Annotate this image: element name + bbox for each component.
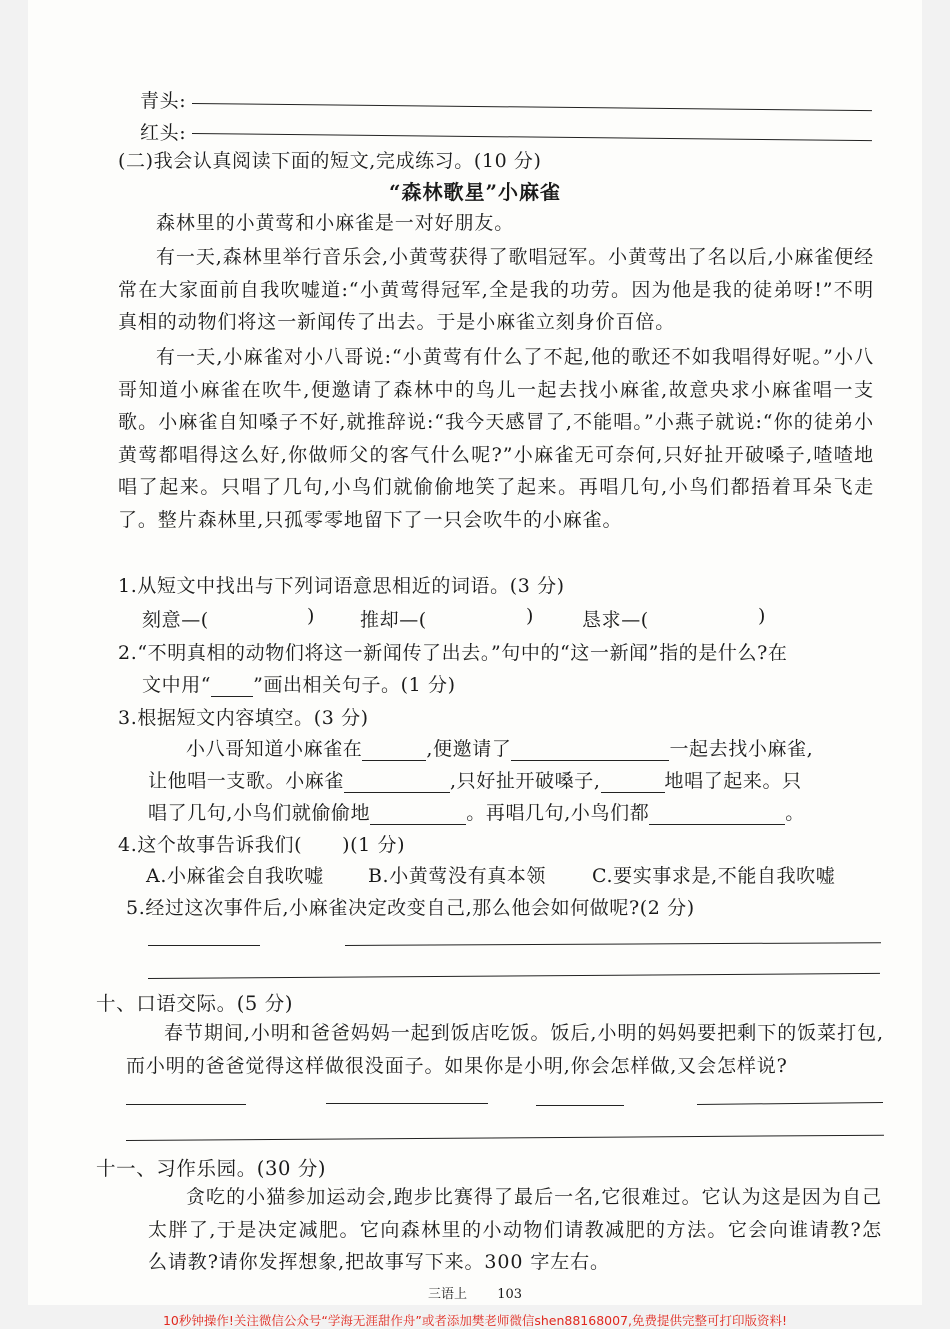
q3-blank-5[interactable] — [370, 804, 466, 825]
q2-line2 — [142, 670, 456, 697]
q1-item-close: ) — [307, 605, 316, 627]
q1-text: 1.从短文中找出与下列词语意思相近的词语。(3 分) — [118, 575, 565, 597]
q2-line2-b: ”画出相关句子。(1 分) — [253, 674, 456, 696]
q1-item-tuique: 推却—( — [360, 609, 427, 631]
q4-question: 4.这个故事告诉我们( — [118, 834, 303, 856]
q3-segment: ,便邀请了 — [426, 738, 512, 760]
q4-option-a[interactable]: A.小麻雀会自我吹嘘 — [146, 865, 324, 887]
promo-banner: 10秒钟操作!关注微信公众号“学海无涯甜作舟”或者添加樊老师微信shen88168007,免费提供完整可打印版资料! — [162, 1313, 788, 1328]
q1-item-keyi: 刻意—( — [142, 609, 209, 631]
q3-blank-3[interactable] — [344, 772, 450, 793]
q3-blank-1[interactable] — [362, 740, 426, 761]
qingtou-label: 青头: — [140, 90, 187, 112]
q3-segment: 。再唱几句,小鸟们都 — [466, 802, 650, 824]
q1-item-close: ) — [758, 605, 767, 627]
q4-score: )(1 分) — [342, 834, 406, 856]
q3-row2 — [148, 766, 802, 793]
q3-blank-2[interactable] — [511, 740, 669, 761]
q3-segment: 让他唱一支歌。小麻雀 — [148, 770, 345, 792]
q3-segment: 。 — [785, 802, 805, 824]
q1-item-kenqiu: 恳求—( — [582, 609, 649, 631]
q3-segment: ,只好扯开破嗓子, — [450, 770, 601, 792]
q2-underline-sample — [211, 676, 253, 697]
q4-text — [118, 830, 405, 857]
grade-label: 三语上 — [427, 1287, 467, 1302]
oral-answer-line[interactable] — [126, 1104, 246, 1105]
q2-line2-a: 文中用“ — [142, 674, 212, 696]
q3-blank-6[interactable] — [649, 804, 785, 825]
story-title: “森林歌星”小麻雀 — [388, 180, 561, 204]
section2-heading: (二)我会认真阅读下面的短文,完成练习。(10 分) — [118, 150, 542, 172]
q3-blank-4[interactable] — [601, 772, 665, 793]
section11-body: 贪吃的小猫参加运动会,跑步比赛得了最后一名,它很难过。它认为这是因为自己太胖了,于是决定减肥。它向森林里的小动物们请教减肥的方法。它会向谁请教?怎么请教?请你发挥想象,把故事写下来。300 字左右。 — [148, 1186, 882, 1273]
q5-answer-line[interactable] — [148, 945, 260, 946]
page-number: 103 — [497, 1287, 523, 1302]
q3-row3 — [148, 798, 805, 825]
q3-segment: 一起去找小麻雀, — [669, 738, 814, 760]
q3-text: 3.根据短文内容填空。(3 分) — [118, 707, 369, 729]
q4-option-c[interactable]: C.要实事求是,不能自我吹嘘 — [592, 865, 836, 887]
q3-segment: 唱了几句,小鸟们就偷偷地 — [148, 802, 371, 824]
oral-answer-line[interactable] — [536, 1105, 624, 1106]
q2-line1: 2.“不明真相的动物们将这一新闻传了出去。”句中的“这一新闻”指的是什么?在 — [118, 642, 788, 664]
hongtou-label: 红头: — [140, 122, 187, 144]
section10-heading: 十、口语交际。(5 分) — [96, 992, 294, 1015]
story-paragraph: 森林里的小黄莺和小麻雀是一对好朋友。 — [156, 212, 515, 234]
q5-text: 5.经过这次事件后,小麻雀决定改变自己,那么他会如何做呢?(2 分) — [126, 897, 695, 919]
section10-body: 春节期间,小明和爸爸妈妈一起到饭店吃饭。饭后,小明的妈妈要把剩下的饭菜打包,而小明的爸爸觉得这样做很没面子。如果你是小明,你会怎样做,又会怎样说? — [126, 1022, 884, 1077]
q1-item-close: ) — [526, 605, 535, 627]
q3-row1 — [186, 734, 813, 761]
section11-heading: 十一、习作乐园。(30 分) — [96, 1157, 327, 1180]
q3-segment: 小八哥知道小麻雀在 — [186, 738, 363, 760]
q3-segment: 地唱了起来。只 — [664, 770, 802, 792]
story-paragraph: 有一天,小麻雀对小八哥说:“小黄莺有什么了不起,他的歌还不如我唱得好呢。”小八哥知道小麻雀在吹牛,便邀请了森林中的鸟儿一起去找小麻雀,故意央求小麻雀唱一支歌。小麻雀自知嗓子不好,就推辞说:“我今天感冒了,不能唱。”小燕子就说:“你的徒弟小黄莺都唱得这么好,你做师父的客气什么呢?”小麻雀无可奈何,只好扯开破嗓子,喳喳地唱了起来。只唱了几句,小鸟们就偷偷地笑了起来。再唱几句,小鸟们都捂着耳朵飞走了。整片森林里,只孤零零地留下了一只会吹牛的小麻雀。 — [118, 346, 874, 531]
story-paragraph: 有一天,森林里举行音乐会,小黄莺获得了歌唱冠军。小黄莺出了名以后,小麻雀便经常在大家面前自我吹嘘道:“小黄莺得冠军,全是我的功劳。因为他是我的徒弟呀!”不明真相的动物们将这一新闻传了出去。于是小麻雀立刻身价百倍。 — [118, 246, 874, 333]
oral-answer-line[interactable] — [326, 1103, 488, 1104]
page-footer — [0, 1283, 950, 1302]
q4-option-b[interactable]: B.小黄莺没有真本领 — [368, 865, 547, 887]
